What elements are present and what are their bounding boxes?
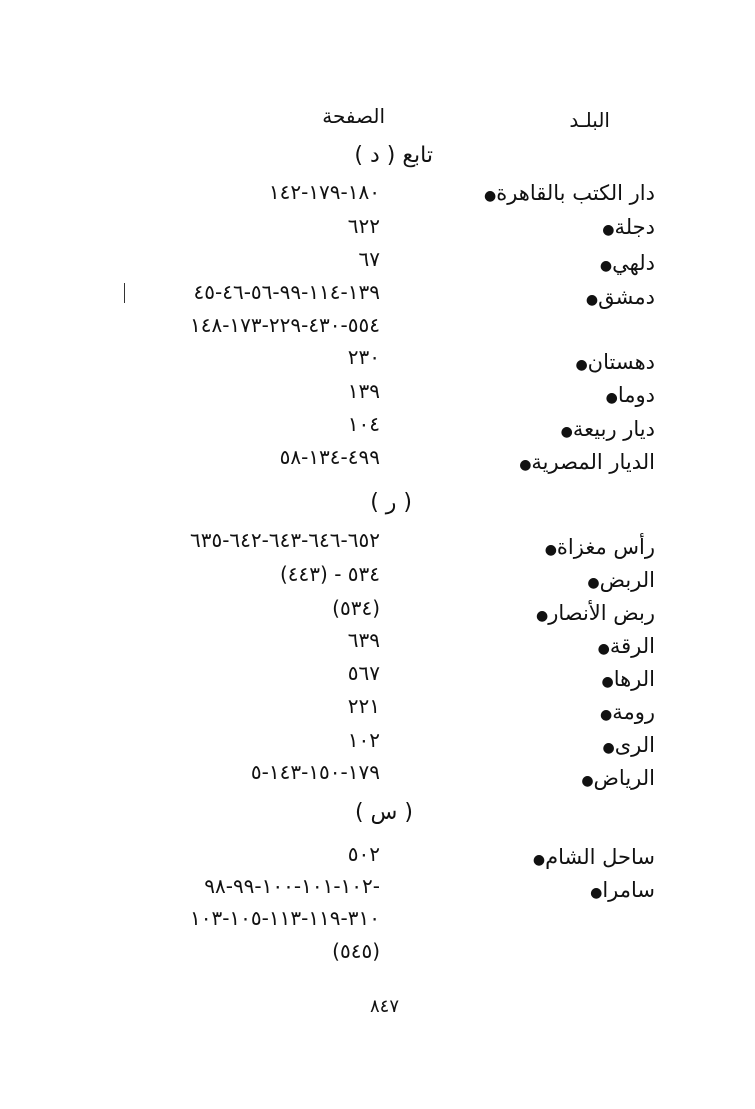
list-item-pages: -١٠٢-١٠١-١٠٠-٩٩-٩٨	[204, 874, 380, 898]
list-item-place: ساحل الشام●	[532, 845, 655, 869]
list-item-pages: ١٣٩	[347, 379, 380, 403]
list-item-place: رأس مغزاة●	[544, 535, 655, 559]
list-item-pages: ٥٥٤-٤٣٠-٢٢٩-١٧٣-١٤٨	[189, 313, 380, 337]
list-item-place: دجلة●	[602, 215, 655, 239]
list-item-pages: ٦٣٩	[347, 628, 380, 652]
list-item-pages: ٣١٠-١١٩-١١٣-١٠٥-١٠٣	[189, 906, 380, 930]
section-heading-sin: ( س )	[354, 800, 413, 825]
list-item-pages: ٦٢٢	[347, 214, 380, 238]
section-heading-dal-cont: تابع ( د )	[354, 143, 433, 168]
margin-mark	[124, 283, 125, 303]
list-item-pages: ١٣٩-١١٤-٩٩-٥٦-٤٦-٤٥	[193, 280, 380, 304]
list-item-pages: (٥٣٤)	[332, 596, 380, 620]
list-item-pages: ١٧٩-١٥٠-١٤٣-٥	[250, 760, 380, 784]
list-item-pages: ٥٦٧	[347, 661, 380, 685]
list-item-place: ربض الأنصار●	[535, 601, 655, 625]
country-column-header: البلـد	[569, 108, 610, 132]
list-item-place: الديار المصرية●	[519, 450, 655, 474]
list-item-pages: (٥٤٥)	[332, 939, 380, 963]
list-item-pages: ٤٩٩-١٣٤-٥٨	[279, 445, 380, 469]
list-item-pages: ٦٥٢-٦٤٦-٦٤٣-٦٤٢-٦٣٥	[189, 528, 380, 552]
page-column-header: الصفحة	[322, 104, 385, 128]
list-item-place: سامرا●	[590, 878, 655, 902]
list-item-pages: ١٠٤	[347, 412, 380, 436]
list-item-pages: ٢٢١	[347, 694, 380, 718]
list-item-place: دار الكتب بالقاهرة●	[483, 181, 655, 205]
list-item-place: دمشق●	[585, 285, 655, 309]
list-item-pages: ١٨٠-١٧٩-١٤٢	[268, 180, 380, 204]
list-item-place: الرى●	[602, 733, 655, 757]
list-item-place: الربض●	[587, 568, 655, 592]
list-item-place: دلهي●	[599, 251, 655, 275]
list-item-place: الرها●	[601, 667, 655, 691]
list-item-pages: ٥٣٤ - (٤٤٣)	[279, 562, 380, 586]
list-item-place: دوما●	[605, 383, 655, 407]
section-heading-ra: ( ر )	[370, 490, 412, 515]
list-item-pages: ٦٧	[358, 247, 380, 271]
list-item-place: رومة●	[599, 700, 655, 724]
list-item-pages: ١٠٢	[347, 728, 380, 752]
list-item-pages: ٥٠٢	[347, 842, 380, 866]
list-item-place: الرياض●	[581, 766, 655, 790]
page-number: ٨٤٧	[370, 996, 400, 1017]
list-item-pages: ٢٣٠	[347, 345, 380, 369]
list-item-place: ديار ربيعة●	[560, 417, 655, 441]
list-item-place: الرقة●	[597, 634, 655, 658]
list-item-place: دهستان●	[575, 350, 655, 374]
